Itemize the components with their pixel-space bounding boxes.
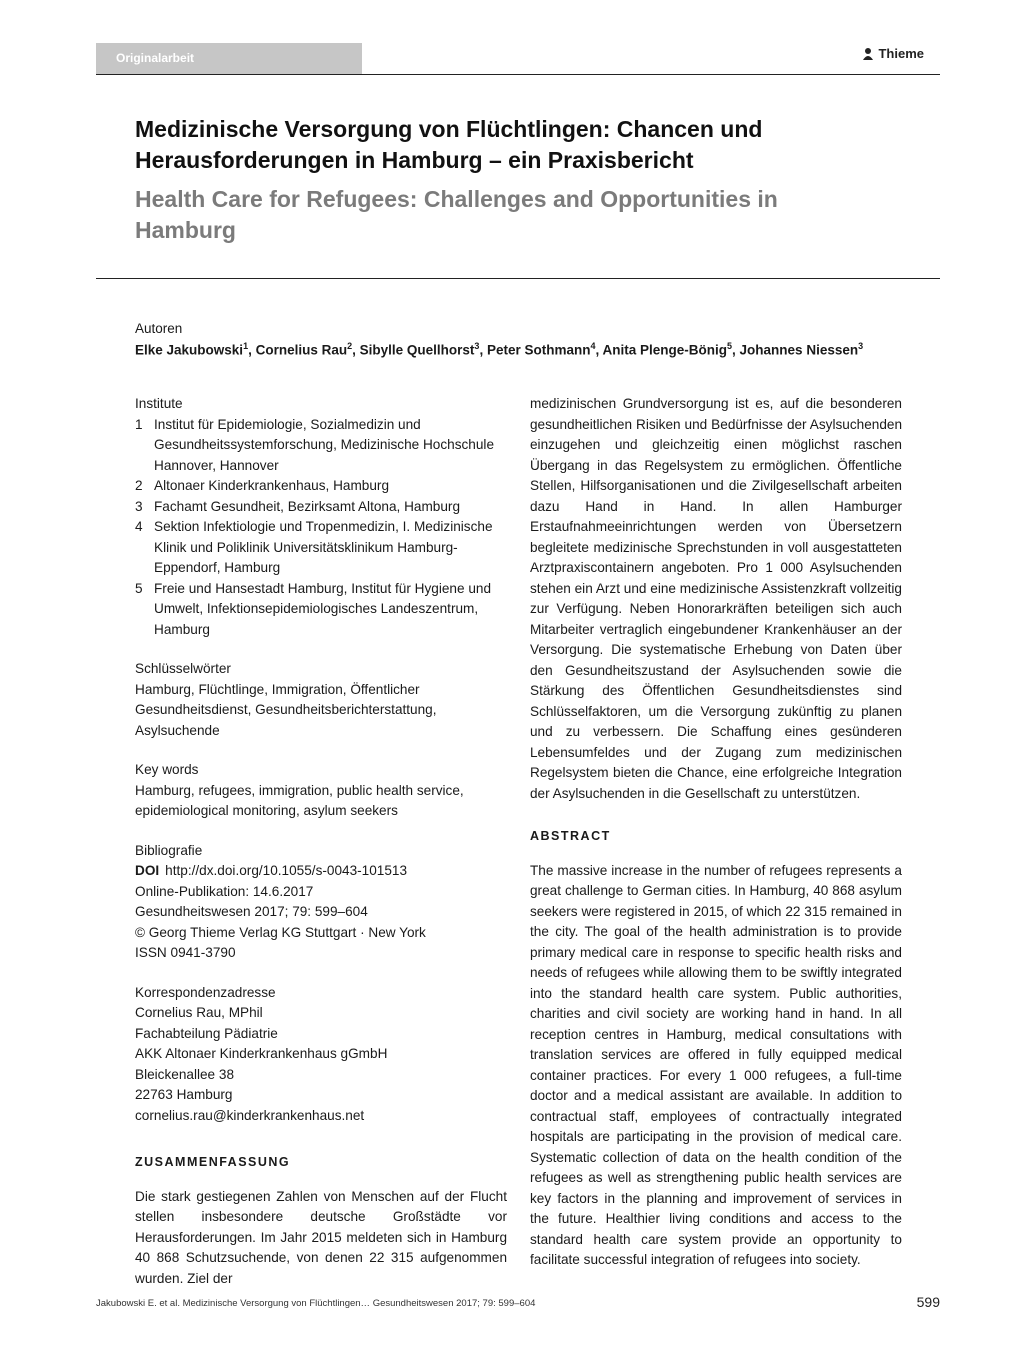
abstract-text: The massive increase in the number of refugees represents a great challenge to German cities. In Hamburg, 40 868 asylum seekers were registered in 2015, of which 22 315 remained in the city. The goal of the health administration is to provide primary medical care in response to specific health risks and needs of refugees while allowing them to be swiftly integrated into the standard health care system. Public authorities, charities and civil society are working hand in hand. In all reception centres in Hamburg, medical consultations with translation services are offered in fully equipped medical container practices. For every 1 000 refugees, a full-time doctor and a medical assistant are available. In addition to contractual staff, employees of contractually integrated hospitals are participating in the provision of medical care. Systematic collection of data on the health condition of the refugees as well as strengthening public health services are key factors in the planning and improvement of services in the future. Healthier living conditions and access to the standard health care system provide an opportunity to facilitate successful integration of refugees into society. bbox=[530, 862, 902, 1267]
author-affiliation-number: 3 bbox=[474, 341, 480, 351]
bibliography-block bbox=[135, 841, 507, 964]
keywords-de-label: Schlüsselwörter bbox=[135, 661, 231, 676]
journal-citation: Gesundheitswesen 2017; 79: 599–604 bbox=[135, 904, 368, 919]
author-name: Peter Sothmann bbox=[486, 342, 591, 358]
abstract-label: ABSTRACT bbox=[530, 829, 611, 843]
keywords-de-text: Hamburg, Flüchtlinge, Immigration, Öffentlicher Gesundheitsdienst, Gesundheitsberichterstattung, Asylsuchende bbox=[135, 681, 437, 738]
keywords-en-label: Key words bbox=[135, 762, 199, 777]
section-label: Originalarbeit bbox=[96, 43, 362, 74]
correspondence-line: Cornelius Rau, MPhil bbox=[135, 1005, 263, 1020]
institute-item bbox=[135, 579, 507, 641]
correspondence-block bbox=[135, 983, 507, 1127]
institute-item bbox=[135, 476, 507, 497]
institutes-block bbox=[135, 394, 507, 640]
institute-number: 4 bbox=[135, 519, 143, 534]
doi-label: DOI bbox=[135, 863, 160, 878]
institute-item bbox=[135, 497, 507, 518]
page-number: 599 bbox=[916, 1294, 940, 1310]
correspondence-line: Fachabteilung Pädiatrie bbox=[135, 1025, 278, 1041]
keywords-de-block bbox=[135, 659, 507, 741]
author-affiliation-number: 5 bbox=[727, 341, 733, 351]
institute-item bbox=[135, 517, 507, 579]
doi-link[interactable]: http://dx.doi.org/10.1055/s-0043-101513 bbox=[165, 863, 408, 878]
authors-list: Elke Jakubowski$^1$, Cornelius Rau$^2$, Sibylle Quellhorst$^3$, Peter Sothmann$^4$, Anita Plenge-Bönig$^5$, Johannes Niessen$^3$ bbox=[135, 341, 864, 358]
institute-item bbox=[135, 415, 507, 477]
author-affiliation-number: 3 bbox=[858, 341, 864, 351]
author-name: Sibylle Quellhorst bbox=[359, 342, 475, 358]
institute-number: 5 bbox=[135, 580, 143, 596]
publisher-name: Thieme bbox=[878, 46, 924, 61]
correspondence-email[interactable]: cornelius.rau@kinderkrankenhaus.net bbox=[135, 1107, 365, 1123]
title-english: Health Care for Refugees: Challenges and Opportunities in Hamburg bbox=[135, 186, 778, 243]
author-name: Cornelius Rau bbox=[255, 342, 348, 358]
title-german: Medizinische Versorgung von Flüchtlingen: Chancen und Herausforderungen in Hamburg – ein Praxisbericht bbox=[135, 116, 763, 173]
doi-line bbox=[135, 861, 507, 882]
institute-text: Altonaer Kinderkrankenhaus, Hamburg bbox=[154, 478, 390, 493]
right-column bbox=[530, 394, 902, 1271]
institute-number: 2 bbox=[135, 478, 143, 493]
author-name: Anita Plenge-Bönig bbox=[602, 342, 728, 358]
publisher-logo bbox=[862, 46, 924, 61]
zusammenfassung-text-part1: Die stark gestiegenen Zahlen von Menschen auf der Flucht stellen insbesondere deutsche Großstädte vor Herausforderungen. Im Jahr 2015 meldeten sich in Hamburg 40 868 Schutzsuchende, von denen 22 315 aufgenommen wurden. Ziel der bbox=[135, 1188, 507, 1286]
header-rule bbox=[96, 74, 940, 75]
footer-citation: Jakubowski E. et al. Medizinische Versorgung von Flüchtlingen… Gesundheitswesen 2017; 79: 599–604 bbox=[96, 1298, 536, 1309]
left-column bbox=[135, 394, 507, 1289]
issn: ISSN 0941-3790 bbox=[135, 945, 236, 960]
institute-text: Sektion Infektiologie und Tropenmedizin, I. Medizinische Klinik und Poliklinik Universitätsklinikum Hamburg-Eppendorf, Hamburg bbox=[154, 519, 493, 575]
correspondence-line: 22763 Hamburg bbox=[135, 1087, 233, 1102]
bibliography-label: Bibliografie bbox=[135, 842, 203, 858]
correspondence-line: Bleickenallee 38 bbox=[135, 1066, 234, 1082]
correspondence-line: AKK Altonaer Kinderkrankenhaus gGmbH bbox=[135, 1046, 388, 1061]
institute-text: Freie und Hansestadt Hamburg, Institut für Hygiene und Umwelt, Infektionsepidemiologisches Landeszentrum, Hamburg bbox=[154, 580, 492, 637]
institutes-list bbox=[135, 415, 507, 641]
copyright: © Georg Thieme Verlag KG Stuttgart · New York bbox=[135, 924, 426, 940]
institutes-label: Institute bbox=[135, 396, 183, 411]
institute-text: Institut für Epidemiologie, Sozialmedizin und Gesundheitssystemforschung, Medizinische Hochschule Hannover, Hannover bbox=[154, 416, 495, 473]
zusammenfassung-label: ZUSAMMENFASSUNG bbox=[135, 1155, 291, 1169]
keywords-en-block bbox=[135, 760, 507, 822]
institute-text: Fachamt Gesundheit, Bezirksamt Altona, Hamburg bbox=[154, 498, 460, 514]
author-affiliation-number: 2 bbox=[347, 341, 353, 351]
authors-label: Autoren bbox=[135, 321, 183, 336]
author-name: Elke Jakubowski bbox=[135, 342, 244, 358]
institute-number: 1 bbox=[135, 416, 143, 432]
author-name: Johannes Niessen bbox=[739, 342, 859, 358]
correspondence-label: Korrespondenzadresse bbox=[135, 984, 276, 1000]
author-affiliation-number: 4 bbox=[590, 341, 596, 351]
title-rule bbox=[96, 278, 940, 279]
keywords-en-text: Hamburg, refugees, immigration, public health service, epidemiological monitoring, asylum seekers bbox=[135, 782, 464, 818]
institute-number: 3 bbox=[135, 498, 143, 514]
zusammenfassung-text-part2: medizinischen Grundversorgung ist es, auf die besonderen gesundheitlichen Risiken und Bedürfnisse der Asylsuchenden einzugehen und gleichzeitig einen möglichst raschen Übergang in das Regelsystem zu ermöglichen. Öffentliche Stellen, Hilfsorganisationen und die Zivilgesellschaft arbeiten dazu Hand in Hand. In allen Hamburger Erstaufnahmeeinrichtungen werden von Übersetzern begleitete medizinische Sprechstunden in voll ausgestatteten Arztpraxiscontainern angeboten. Pro 1 000 Asylsuchenden stehen ein Arzt und eine medizinische Assistenzkraft vollzeitig zur Verfügung. Neben Honorarkräften beteiligen sich auch Mitarbeiter vertraglich eingebundener Krankenhäuser an der Versorgung. Die systematische Erhebung von Daten über den Gesundheitszustand der Asylsuchenden sowie die Stärkung des Öffentlichen Gesundheitsdienstes sind Schlüsselfaktoren, um die Versorgung zukünftig zu planen und zu verbessern. Die Schaffung eines gesünderen Lebensumfeldes und der Zugang zum medizinischen Regelsystem bieten die Chance, eine erfolgreiche Integration der Asylsuchenden in die Gesellschaft zu unterstützen. bbox=[530, 396, 902, 801]
online-publication: Online-Publikation: 14.6.2017 bbox=[135, 883, 314, 899]
thieme-logo-icon bbox=[862, 47, 874, 61]
zusammenfassung-block bbox=[135, 1152, 507, 1289]
author-affiliation-number: 1 bbox=[243, 341, 249, 351]
